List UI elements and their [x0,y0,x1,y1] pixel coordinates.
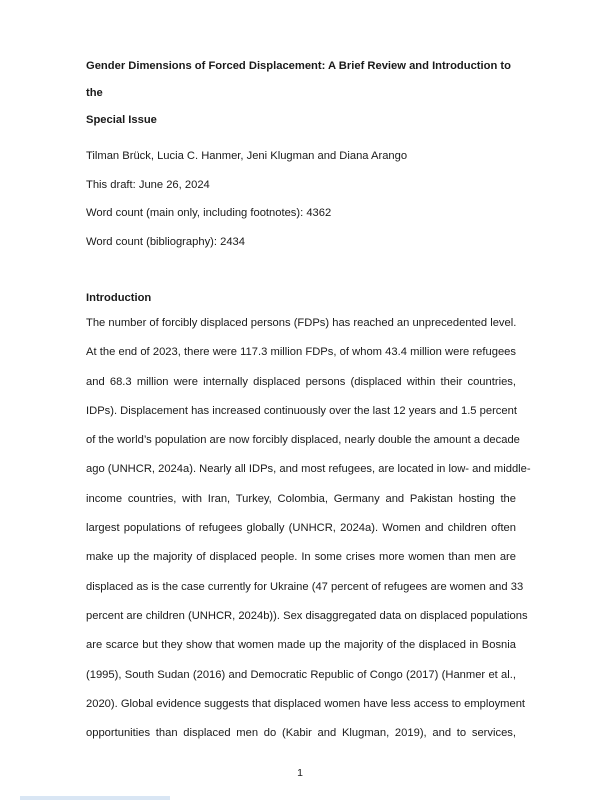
cropped-footer-text [20,796,170,800]
word-count-main: Word count (main only, including footnotes): 4362 [86,207,332,219]
body-line: largest populations of refugees globally (UNHCR, 2024a). Women and children often [86,522,516,535]
body-paragraph [86,316,531,755]
body-line: The number of forcibly displaced persons (FDPs) has reached an unprecedented level. [86,317,517,329]
body-line: At the end of 2023, there were 117.3 million FDPs, of whom 43.4 million were refugees [86,346,516,359]
body-line: percent are children (UNHCR, 2024b)). Sex disaggregated data on displaced populations [86,609,528,622]
body-line: income countries, with Iran, Turkey, Colombia, Germany and Pakistan hosting the [86,492,516,505]
body-line: 2020). Global evidence suggests that displaced women have less access to employment [86,697,526,710]
body-line: ago (UNHCR, 2024a). Nearly all IDPs, and most refugees, are located in low- and middle- [86,463,531,476]
body-line: IDPs). Displacement has increased continuously over the last 12 years and 1.5 percent [86,404,517,417]
page-number: 1 [297,767,303,779]
draft-date: This draft: June 26, 2024 [86,179,210,191]
authors: Tilman Brück, Lucia C. Hanmer, Jeni Klugman and Diana Arango [86,150,408,162]
body-line: (1995), South Sudan (2016) and Democratic Republic of Congo (2017) (Hanmer et al., [86,668,516,681]
body-line: make up the majority of displaced people. In some crises more women than men are [86,551,516,564]
word-count-bibliography: Word count (bibliography): 2434 [86,236,245,248]
section-heading: Introduction [86,292,152,304]
title-line: Special Issue [86,114,157,126]
title-line: Gender Dimensions of Forced Displacement: A Brief Review and Introduction to the [86,60,511,99]
body-line: displaced as is the case currently for Ukraine (47 percent of refugees are women and 33 [86,580,524,593]
body-line: of the world’s population are now forcibly displaced, nearly double the amount a decade [86,434,520,447]
document-title [86,53,526,134]
body-line: are scarce but they show that women made up the majority of the displaced in Bosnia [86,639,516,652]
body-line: and 68.3 million were internally displaced persons (displaced within their countries, [86,375,516,388]
body-line: opportunities than displaced men do (Kabir and Klugman, 2019), and to services, [86,727,516,740]
